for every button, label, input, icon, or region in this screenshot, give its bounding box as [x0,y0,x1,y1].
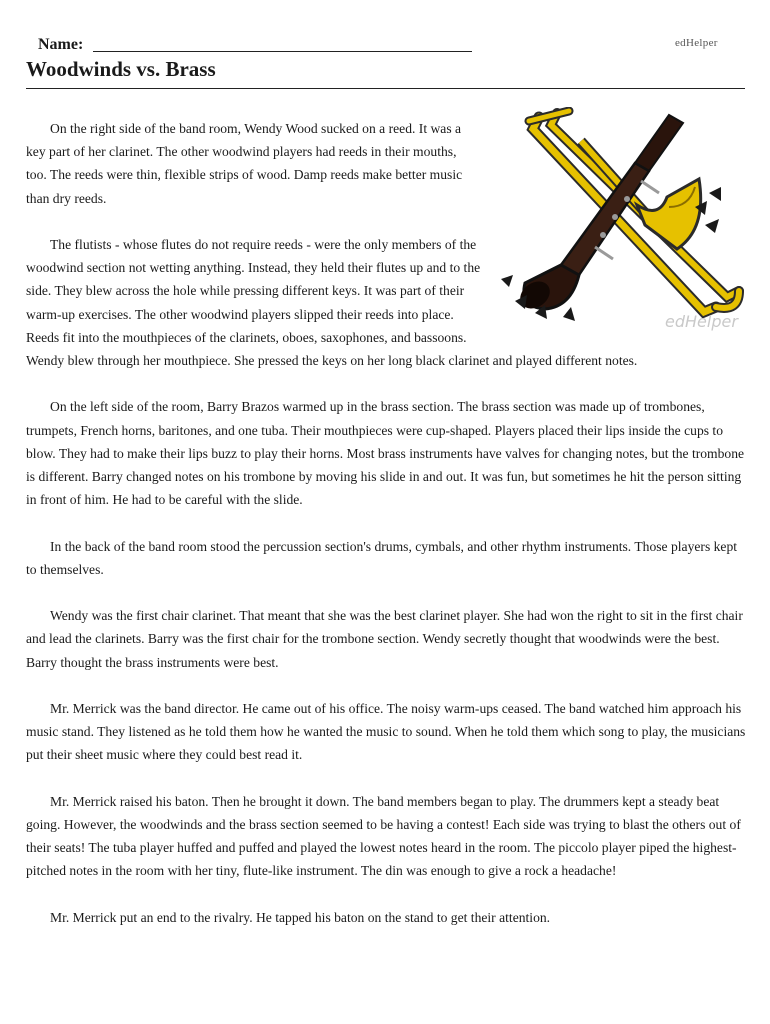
name-entry-line[interactable] [93,51,472,52]
story-paragraph: Mr. Merrick raised his baton. Then he brought it down. The band members began to play. The drummers kept a steady beat going. However, the woodwinds and the brass section seemed to be having a contest! Each side was trying to blast the others out of their seats! The tuba player huffed and puffed and played the lowest notes heard in the room. The piccolo player piped the highest-pitched notes in the room with her tiny, flute-like instrument. The din was enough to give a rock a headache! [26,793,741,879]
story-paragraph: On the left side of the room, Barry Brazos warmed up in the brass section. The brass section was made up of trombones, trumpets, French horns, baritones, and one tuba. Their mouthpieces were cup-shaped. Players placed their lips inside the cups to blow. They had to make their lips buzz to play their horns. Most brass instruments have valves for changing notes, but the trombone is different. Barry changed notes on his trombone by moving his slide in and out. It was fun, but sometimes he hit the person sitting in front of him. He had to be careful with the slide. [26,399,745,508]
story-body [26,117,746,952]
story-paragraph: Wendy was the first chair clarinet. That meant that she was the best clarinet player. She had won the right to sit in the first chair and lead the clarinets. Barry was the first chair for the trombone section. Wendy secretly thought that woodwinds were the best. Barry thought the brass instruments were best. [26,608,743,670]
story-paragraph: The flutists - whose flutes do not require reeds - were the only members of the woodwind section not wetting anything. Instead, they held their flutes up and to the side. They blew across the hole while pressing different keys. It was part of their warm-up exercises. The other woodwind players slipped their reeds into place. Reeds fit into the mouthpieces of the clarinets, oboes, saxophones, and bassoons. Wendy blew through her mouthpiece. She pressed the keys on her long black clarinet and played different notes. [26,237,638,369]
watermark-label: edHelper [665,312,738,331]
name-label: Name: [38,36,84,53]
story-paragraph: In the back of the band room stood the percussion section's drums, cymbals, and other rhythm instruments. Those players kept to themselves. [26,538,738,577]
clarinet-trombone-illustration-icon [499,107,751,345]
story-paragraph: Mr. Merrick was the band director. He came out of his office. The noisy warm-ups ceased. The band watched him approach his music stand. They listened as he told them how he wanted the music to sound. When he told them which song to play, the musicians put their sheet music where they could best read it. [26,701,746,763]
title-divider [26,88,745,89]
story-paragraph: Mr. Merrick put an end to the rivalry. He tapped his baton on the stand to get their attention. [50,909,551,925]
brand-label: edHelper [675,37,718,49]
page-title: Woodwinds vs. Brass [26,57,216,81]
story-paragraph: On the right side of the band room, Wendy Wood sucked on a reed. It was a key part of her clarinet. The other woodwind players had reeds in their mouths, too. The reeds were thin, flexible strips of wood. Damp reeds make better music than dry reeds. [26,121,463,206]
